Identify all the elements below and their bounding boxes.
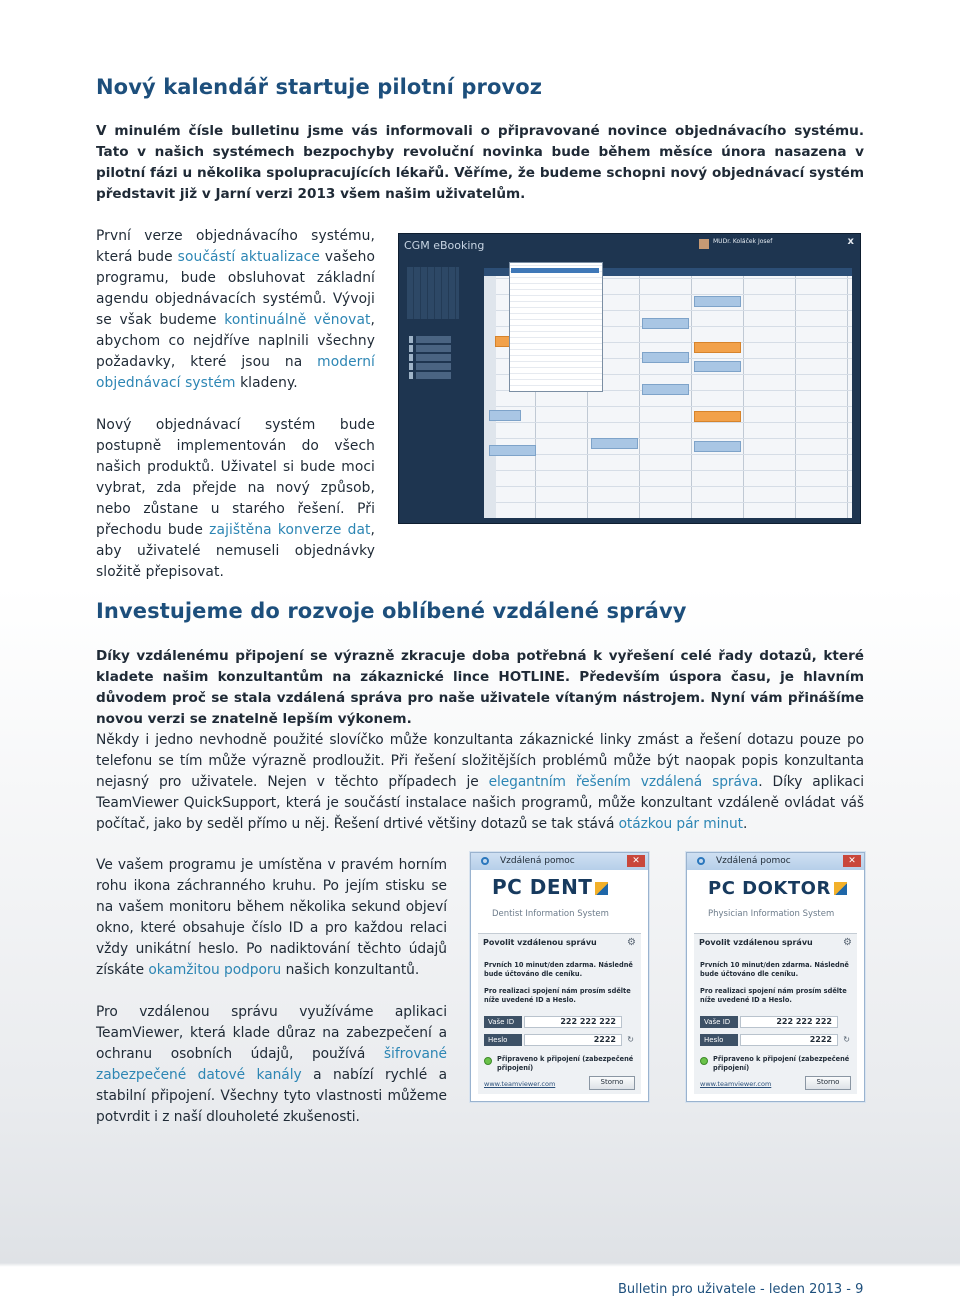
- panel-title: Povolit vzdálenou správu: [483, 938, 597, 947]
- highlight-link: okamžitou podporu: [148, 962, 282, 978]
- refresh-icon[interactable]: ↻: [843, 1035, 850, 1044]
- calendar-event: [591, 438, 638, 449]
- page-footer: Bulletin pro uživatele - leden 2013 - 9: [618, 1282, 864, 1297]
- password-field[interactable]: 2222: [740, 1034, 838, 1046]
- calendar-event: [694, 342, 741, 353]
- highlight-link: součástí aktualizace: [177, 249, 320, 265]
- close-icon: x: [847, 236, 854, 247]
- id-field[interactable]: 222 222 222: [524, 1016, 622, 1028]
- password-label: Heslo: [700, 1034, 738, 1046]
- product-logo: PC DENT: [492, 875, 608, 899]
- cancel-button[interactable]: Storno: [589, 1076, 635, 1090]
- window-titlebar: [471, 853, 648, 870]
- avatar: [699, 239, 709, 249]
- id-label: Vaše ID: [484, 1016, 522, 1028]
- panel-title: Povolit vzdálenou správu: [699, 938, 813, 947]
- patient-picker-selected: [511, 268, 599, 273]
- product-subtitle: Dentist Information System: [492, 909, 609, 919]
- section-lead-remote: Díky vzdálenému připojení se výrazně zkracuje doba potřebná k vyřešení celé řady dotazů, které kladete našim konzultantům na zákaznické lince HOTLINE. Především úspora času, je hlavním důvodem proč se stala vzdálená správa pro naše uživatele vítaným nástrojem. Nyní vám přinášíme novou verzi se znatelně lepším výkonem.: [96, 648, 864, 727]
- remote-help-window-pcdoktor: [686, 852, 865, 1102]
- doctor-list: [409, 336, 459, 381]
- instructions: Pro realizaci spojení nám prosím sdělte níže uvedené ID a Heslo.: [700, 987, 847, 1004]
- remote-help-window-pcdent: [470, 852, 649, 1102]
- password-row: [700, 1034, 850, 1046]
- highlight-link: šifrované zabezpečené datové kanály: [96, 1046, 447, 1083]
- id-label: Vaše ID: [700, 1016, 738, 1028]
- product-subtitle: Physician Information System: [708, 909, 835, 919]
- gear-icon[interactable]: ⚙: [843, 937, 852, 948]
- logo-mark-icon: [834, 882, 847, 895]
- mini-calendar: [407, 267, 459, 319]
- calendar-hours-column: [484, 276, 496, 518]
- calendar-event: [642, 352, 689, 363]
- password-row: [484, 1034, 634, 1046]
- calendar-event: [694, 296, 741, 307]
- highlight-link: zajištěna konverze dat: [209, 522, 371, 538]
- close-button[interactable]: ✕: [843, 855, 861, 867]
- paragraph-remote-3: Pro vzdálenou správu využíváme aplikaci TeamViewer, která klade důraz na zabezpečení a ochranu osobních údajů, používá šifrované zabezpečené datové kanály a nabízí rychlé a stabilní připojení. Všechny tyto vlastnosti můžeme potvrdit i z naší dlouholeté zkušenosti.: [96, 1004, 448, 1125]
- doctor-list-item: [409, 336, 459, 343]
- id-row: [700, 1016, 850, 1028]
- window-title: Vzdálená pomoc: [716, 856, 791, 866]
- highlight-link: otázkou pár minut: [618, 816, 743, 832]
- doctor-list-item: [409, 354, 459, 361]
- password-field[interactable]: 2222: [524, 1034, 622, 1046]
- highlight-link: moderní objednávací systém: [96, 354, 375, 391]
- status-text: Připraveno k připojení (zabezpečené připojení): [497, 1055, 634, 1072]
- doctor-list-item: [409, 372, 459, 379]
- window-title: Vzdálená pomoc: [500, 856, 575, 866]
- paragraph-calendar-2: Nový objednávací systém bude postupně implementován do všech našich produktů. Uživatel si bude moci vybrat, zda přejde na nový způsob, nebo zůstane u starého řešení. Při přechodu bude zajištěna konverze dat, aby uživatelé nemuseli objednávky složitě přepisovat.: [96, 417, 376, 580]
- calendar-event: [694, 361, 741, 372]
- close-button[interactable]: ✕: [627, 855, 645, 867]
- product-logo: PC DOKTOR: [708, 878, 847, 899]
- id-row: [484, 1016, 634, 1028]
- doctor-name: MUDr. Koláček Josef: [713, 238, 773, 245]
- cancel-button[interactable]: Storno: [805, 1076, 851, 1090]
- paragraph-calendar-1: První verze objednávacího systému, která bude součástí aktualizace vašeho programu, bude obsluhovat základní agendu objednávacích systémů. Vývoji se však budeme kontinuálně věnovat, abychom co nejdříve naplnili všechny požadavky, které jsou na moderní objednávací systém kladeny.: [96, 228, 376, 391]
- remote-panel: [478, 933, 641, 1094]
- calendar-event: [694, 441, 741, 452]
- calendar-event: [642, 384, 689, 395]
- highlight-link: kontinuálně věnovat: [224, 312, 371, 328]
- id-field[interactable]: 222 222 222: [740, 1016, 838, 1028]
- calendar-event: [489, 410, 521, 421]
- refresh-icon[interactable]: ↻: [627, 1035, 634, 1044]
- mini-calendar-header: [407, 260, 459, 266]
- lifebuoy-icon: [481, 857, 489, 865]
- status-text: Připraveno k připojení (zabezpečené připojení): [713, 1055, 850, 1072]
- calendar-event: [642, 318, 689, 329]
- highlight-link: elegantním řešením vzdálená správa: [488, 774, 759, 790]
- section-title-calendar: Nový kalendář startuje pilotní provoz: [96, 75, 543, 99]
- section-lead-calendar: V minulém čísle bulletinu jsme vás informovali o připravované novince objednávacího systému. Tato v našich systémech bezpochyby revoluční novinka bude během měsíce února nasazena v pilotní fázi u několika spolupracujících lékařů. Věříme, že budeme schopni nový objednávací systém představit již v Jarní verzi 2013 všem našim uživatelům.: [96, 123, 864, 202]
- gear-icon[interactable]: ⚙: [627, 937, 636, 948]
- pricing-note: Prvních 10 minut/den zdarma. Následně bude účtováno dle ceníku.: [484, 961, 633, 978]
- password-label: Heslo: [484, 1034, 522, 1046]
- teamviewer-link[interactable]: www.teamviewer.com: [700, 1080, 772, 1088]
- pricing-note: Prvních 10 minut/den zdarma. Následně bude účtováno dle ceníku.: [700, 961, 849, 978]
- teamviewer-link[interactable]: www.teamviewer.com: [484, 1080, 556, 1088]
- window-titlebar: [687, 853, 864, 870]
- paragraph-remote-2: Ve vašem programu je umístěna v pravém horním rohu ikona záchranného kruhu. Po jejím stisku se na vašem monitoru během několika sekund objeví okno, které obsahuje číslo ID a pro každou relaci vždy unikátní heslo. Po nadiktování těchto údajů získáte okamžitou podporu našich konzultantů.: [96, 857, 447, 978]
- lifebuoy-icon: [697, 857, 705, 865]
- instructions: Pro realizaci spojení nám prosím sdělte níže uvedené ID a Heslo.: [484, 987, 631, 1004]
- remote-panel: [694, 933, 857, 1094]
- calendar-event: [694, 411, 741, 422]
- doctor-list-item: [409, 363, 459, 370]
- calendar-event: [489, 445, 536, 456]
- patient-picker-popup: [509, 262, 603, 392]
- doctor-list-item: [409, 345, 459, 352]
- section-title-remote: Investujeme do rozvoje oblíbené vzdálené správy: [96, 599, 687, 623]
- calendar-screenshot: [398, 233, 861, 524]
- calendar-brand: CGM eBooking: [404, 239, 485, 252]
- logo-mark-icon: [595, 882, 608, 895]
- paragraph-remote-1: Někdy i jedno nevhodně použité slovíčko může konzultanta zákaznické linky zmást a řešení dotazu pouze po telefonu se tím může výrazně prodloužit. Při řešení složitějších problémů může být naopak popis konzultanta nejasný pro uživatele. Nejen v těchto případech je elegantním řešením vzdálená správa. Díky aplikaci TeamViewer QuickSupport, která je součástí instalace našich programů, může konzultant vzdáleně ovládat váš počítač, jako by seděl přímo u něj. Řešení drtivé většiny dotazů se tak stává otázkou pár minut.: [96, 732, 864, 832]
